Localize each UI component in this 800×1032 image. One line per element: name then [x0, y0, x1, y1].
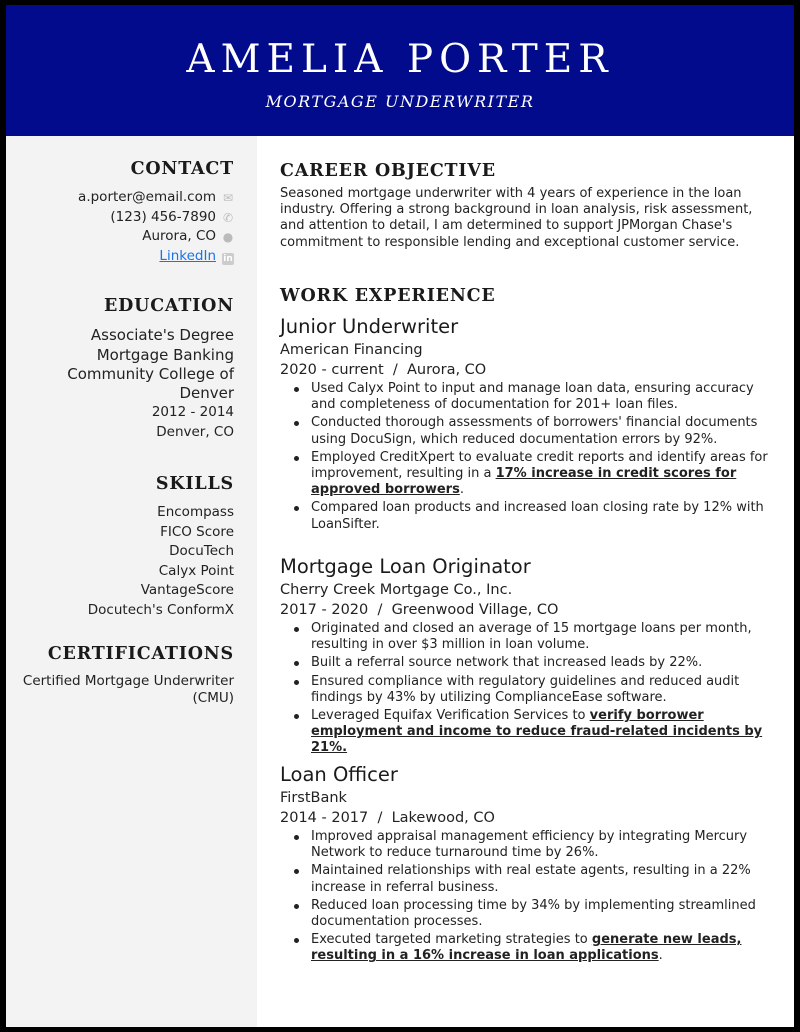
skill-item: Docutech's ConformX [87, 601, 234, 618]
linkedin-icon: in [223, 253, 233, 264]
bullet-text-end: . [658, 948, 663, 964]
education-heading: EDUCATION [104, 296, 234, 316]
contact-section [16, 158, 234, 266]
main-content [257, 136, 794, 1027]
certifications-heading: CERTIFICATIONS [47, 644, 234, 664]
certifications-section [16, 643, 234, 707]
bullet-text: Employed CreditXpert to evaluate credit reports and identify areas for improvement, resulting in a [311, 449, 768, 482]
contact-linkedin-row [16, 247, 234, 267]
bullet-highlight: generate new leads, resulting in a 16% increase in loan applications [311, 932, 742, 964]
bullet-text: Used Calyx Point to input and manage loan data, ensuring accuracy and completeness of documentation for 201+ loan files. [311, 381, 754, 413]
job-dates: 2014 - 2017 / Lakewood, CO [280, 810, 495, 826]
education-degree: Associate's Degree [90, 326, 234, 344]
certification-item: Certified Mortgage Underwriter (CMU) [22, 673, 234, 706]
education-school: Community College of Denver [67, 365, 234, 402]
objective-heading: CAREER OBJECTIVE [280, 161, 496, 181]
job-title: Junior Underwriter [280, 315, 459, 338]
job-bullet [280, 829, 780, 861]
contact-email-row [16, 188, 234, 208]
bullet-text: Executed targeted marketing strategies to [311, 932, 592, 948]
education-location: Denver, CO [156, 424, 234, 440]
resume-page [6, 5, 794, 1027]
bullet-highlight: 17% increase in credit scores for approved borrowers [311, 466, 737, 498]
education-major: Mortgage Banking [96, 346, 234, 364]
job-bullet [280, 621, 780, 653]
job-dates: 2020 - current / Aurora, CO [280, 362, 487, 378]
job-bullet [280, 898, 780, 930]
linkedin-link[interactable]: LinkedIn [159, 247, 216, 264]
candidate-title: MORTGAGE UNDERWRITER [265, 92, 535, 111]
job-dates: 2017 - 2020 / Greenwood Village, CO [280, 602, 559, 618]
job-bullet [280, 674, 780, 706]
job-company: American Financing [280, 342, 423, 358]
contact-heading: CONTACT [130, 159, 234, 179]
bullet-text: Built a referral source network that increased leads by 22%. [311, 655, 703, 671]
job-entry [280, 763, 780, 967]
contact-phone: (123) 456-7890 [110, 208, 216, 225]
bullet-highlight: verify borrower employment and income to reduce fraud-related incidents by 21%. [311, 708, 763, 756]
contact-location: Aurora, CO [142, 228, 216, 244]
bullet-text: Reduced loan processing time by 34% by implementing streamlined documentation processes. [311, 897, 756, 930]
resume-header [6, 5, 794, 136]
objective-text: Seasoned mortgage underwriter with 4 years of experience in the loan industry. Offering a strong background in loan analysis, risk assessment, and attention to detail, I am determined to support JPMorgan Chase's commitment to responsible lending and exceptional customer service. [280, 186, 753, 250]
bullet-text: Conducted thorough assessments of borrowers' financial documents using DocuSign, which reduced documentation errors by 92%. [311, 415, 758, 447]
skill-item: FICO Score [160, 523, 234, 540]
job-bullet [280, 381, 780, 413]
education-section [16, 295, 234, 442]
job-entry [280, 315, 780, 535]
job-bullet [280, 500, 780, 532]
bullet-text: Compared loan products and increased loan closing rate by 12% with LoanSifter. [311, 500, 764, 532]
job-bullet [280, 450, 780, 499]
education-years: 2012 - 2014 [151, 404, 234, 420]
bullet-text-end: . [459, 482, 464, 498]
skills-section [16, 473, 234, 620]
contact-phone-row [16, 208, 234, 228]
skill-item: Calyx Point [158, 562, 234, 579]
candidate-name: AMELIA PORTER [186, 37, 614, 82]
experience-heading: WORK EXPERIENCE [280, 286, 496, 306]
job-bullet [280, 863, 780, 895]
bullet-text: Originated and closed an average of 15 mortgage loans per month, resulting in over $3 million in loan volume. [311, 621, 752, 653]
job-bullets [280, 829, 780, 965]
job-company: FirstBank [280, 790, 347, 806]
job-title: Loan Officer [280, 763, 398, 786]
job-entry [280, 555, 780, 759]
envelope-icon: ✉ [222, 191, 234, 205]
bullet-text: Ensured compliance with regulatory guidelines and reduced audit findings by 43% by utilizing ComplianceEase software. [311, 673, 740, 705]
job-bullet [280, 932, 780, 964]
skill-item: Encompass [157, 504, 234, 520]
contact-email[interactable]: a.porter@email.com [78, 189, 216, 205]
bullet-text: Leveraged Equifax Verification Services to [311, 708, 590, 724]
bullet-text: Improved appraisal management efficiency by integrating Mercury Network to reduce turnaround time by 26%. [311, 829, 748, 861]
phone-icon: ✆ [222, 210, 234, 225]
job-company: Cherry Creek Mortgage Co., Inc. [280, 582, 513, 598]
map-pin-icon: ● [222, 230, 234, 244]
job-bullet [280, 655, 780, 671]
contact-location-row [16, 227, 234, 247]
bullet-text: Maintained relationships with real estate agents, resulting in a 22% increase in referral business. [311, 863, 751, 895]
job-bullets [280, 621, 780, 757]
job-bullets [280, 381, 780, 533]
job-bullet [280, 415, 780, 447]
skills-heading: SKILLS [155, 474, 234, 494]
job-title: Mortgage Loan Originator [280, 555, 531, 578]
skill-item: VantageScore [140, 582, 234, 598]
sidebar [6, 136, 257, 1027]
skill-item: DocuTech [169, 543, 234, 559]
job-bullet [280, 708, 780, 757]
